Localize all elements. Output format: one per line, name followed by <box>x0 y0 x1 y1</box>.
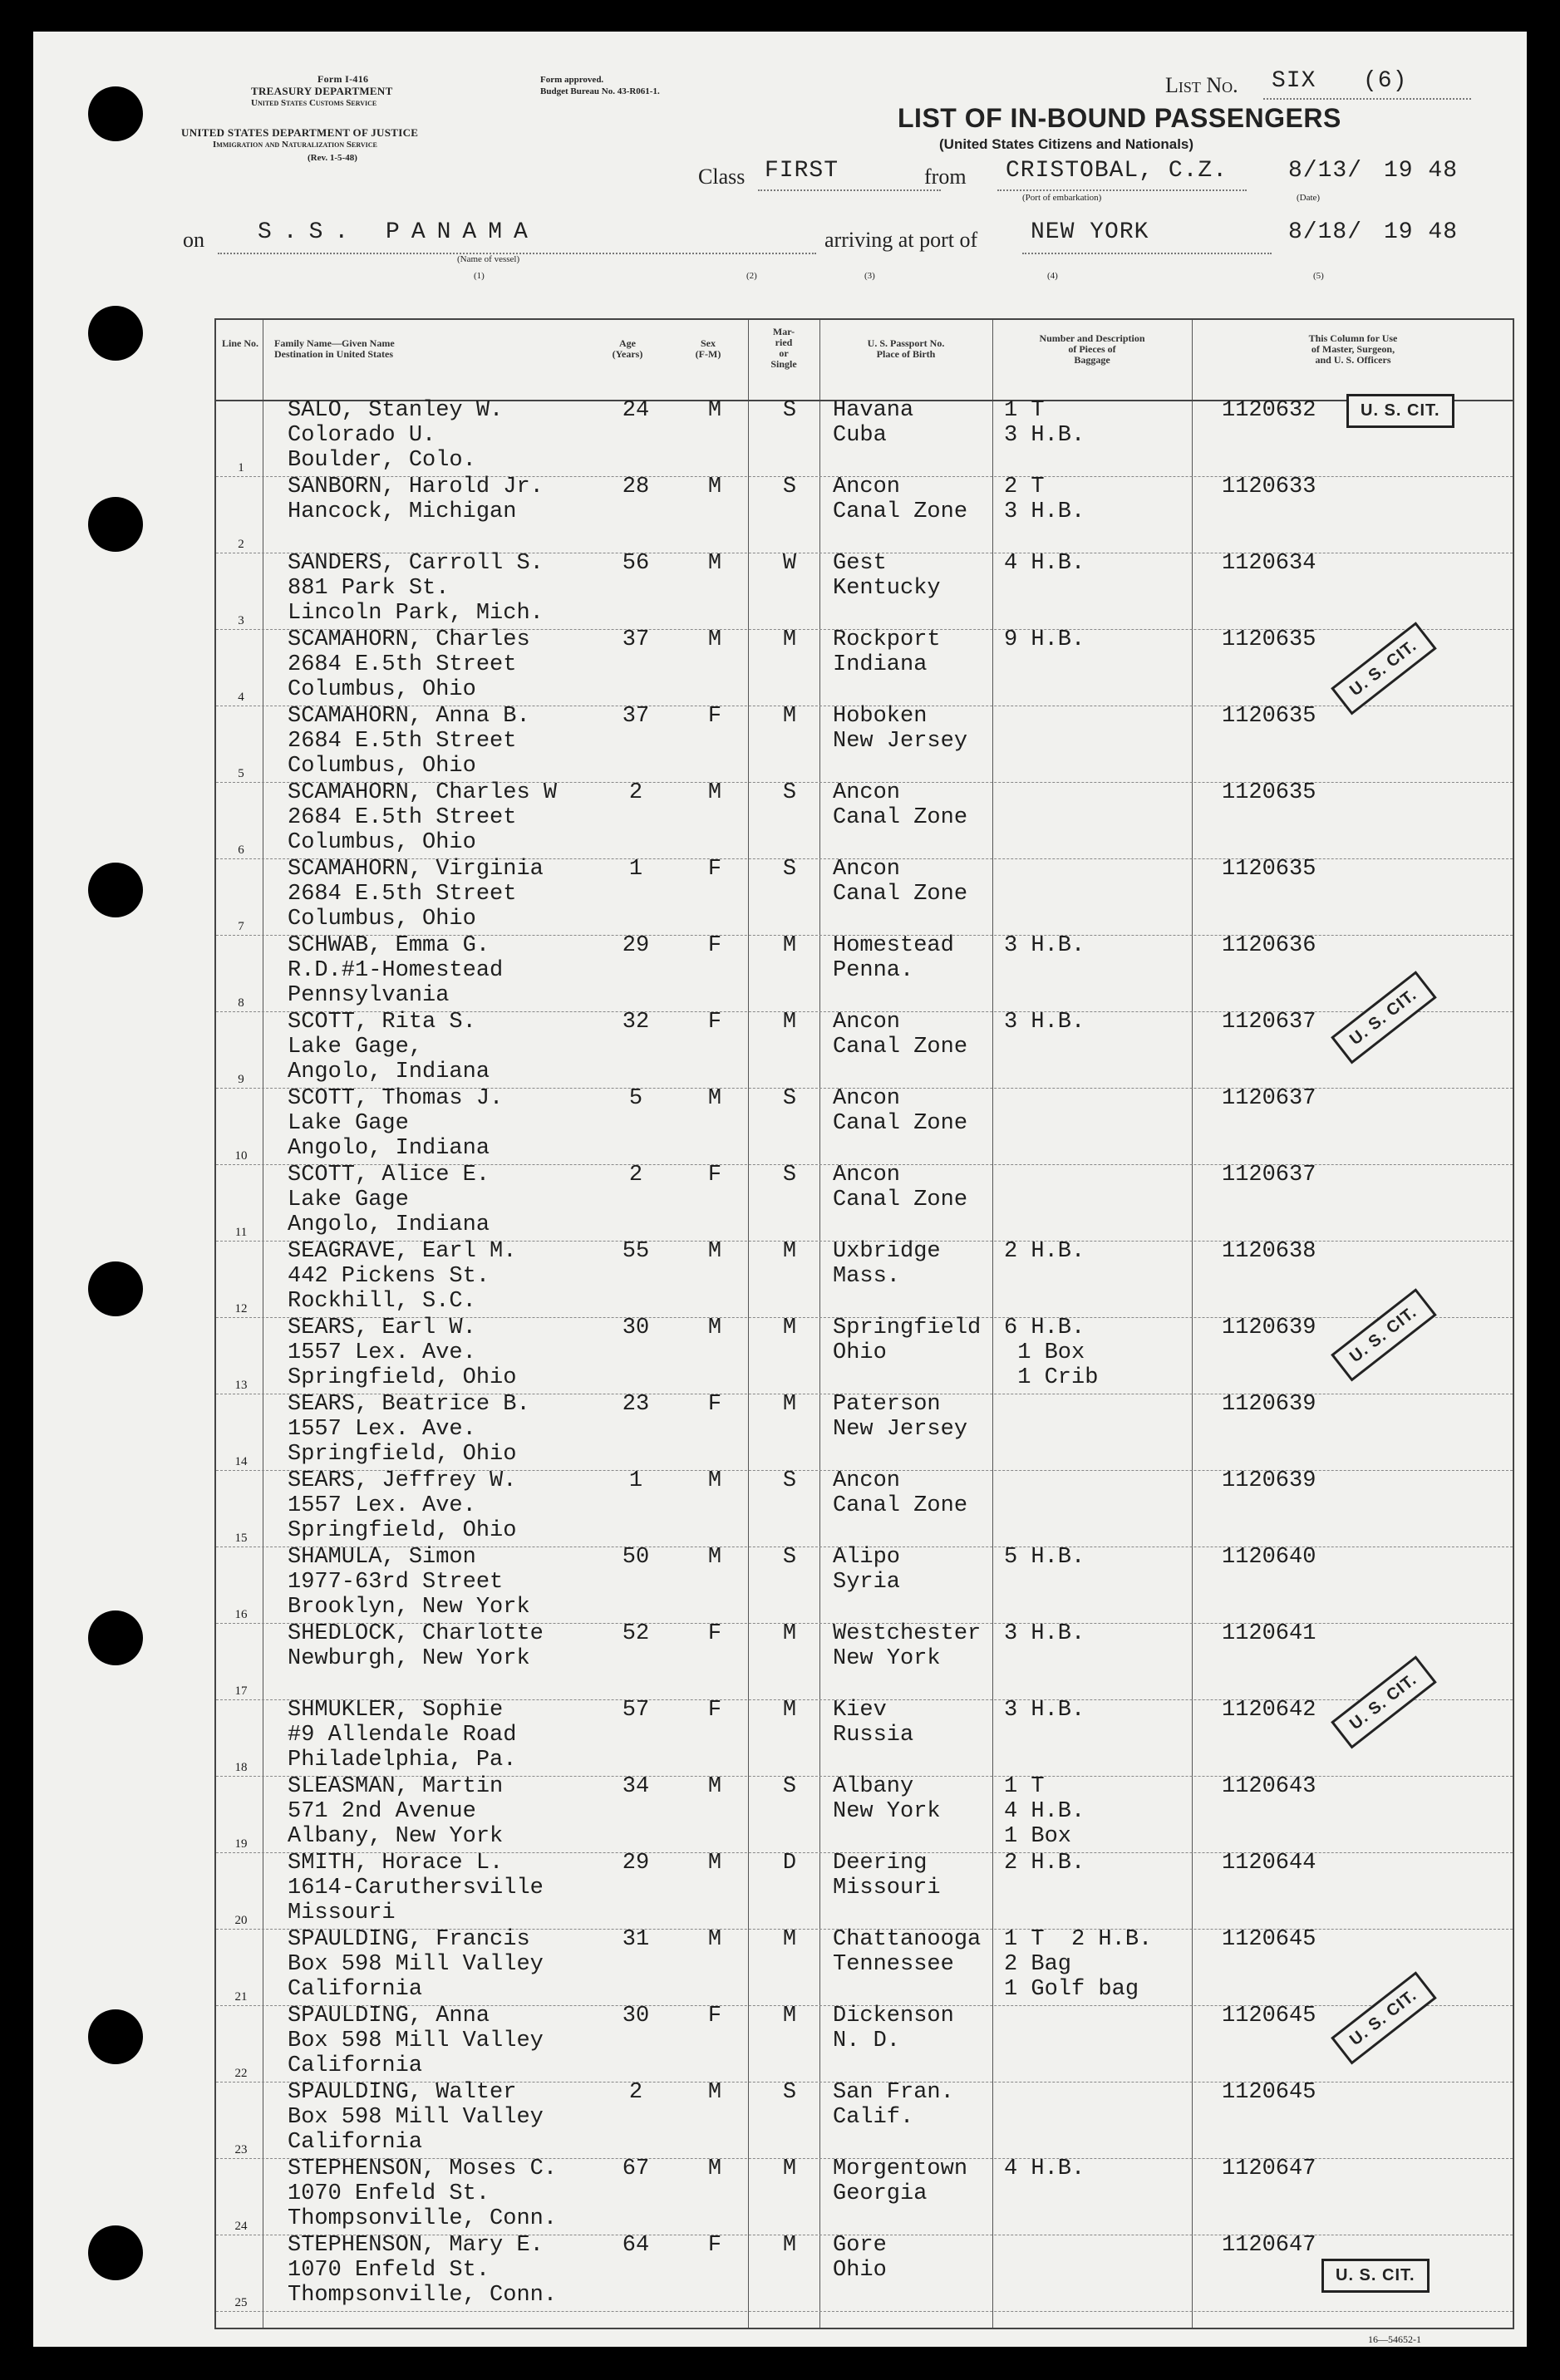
table-row <box>216 858 1513 936</box>
passenger-age: 30 <box>622 2004 650 2028</box>
marital-status: M <box>782 1927 797 1952</box>
header-line-no: Line No. <box>221 337 258 349</box>
place-of-birth: Westchester New York <box>833 1621 982 1671</box>
vessel-caption: (Name of vessel) <box>457 254 520 264</box>
header-remarks: This Column for Use of Master, Surgeon, and U. S. Officers <box>1308 332 1398 366</box>
marital-status: M <box>782 1010 797 1035</box>
line-number: 9 <box>238 1073 244 1086</box>
port-embarkation: CRISTOBAL, C.Z. <box>1006 158 1228 184</box>
marital-status: M <box>782 1621 797 1646</box>
list-no-paren: (6) <box>1363 68 1408 94</box>
arrival-year: 19 48 <box>1384 219 1459 245</box>
passenger-sex: M <box>707 1315 722 1340</box>
officer-number: 1120637 <box>1222 1163 1316 1188</box>
line-number: 23 <box>234 2143 248 2156</box>
passenger-age: 50 <box>622 1545 650 1570</box>
officer-number: 1120635 <box>1222 857 1316 882</box>
place-of-birth: Paterson New Jersey <box>833 1392 968 1442</box>
marital-status: D <box>782 1851 797 1876</box>
class-dots <box>758 189 941 191</box>
line-number: 20 <box>234 1914 248 1927</box>
customs-service: United States Customs Service <box>251 98 377 108</box>
line-number: 15 <box>234 1532 248 1545</box>
passenger-name: SCAMAHORN, Charles 2684 E.5th Street Columbus, Ohio <box>288 627 530 702</box>
marital-status: M <box>782 933 797 958</box>
passenger-name: SHAMULA, Simon 1977-63rd Street Brooklyn, New York <box>288 1545 530 1620</box>
marital-status: S <box>782 1163 797 1188</box>
baggage: 2 T 3 H.B. <box>1004 475 1085 524</box>
passenger-sex: M <box>707 551 722 576</box>
passenger-name: SCOTT, Alice E. Lake Gage Angolo, Indiana <box>288 1163 490 1237</box>
line-number: 18 <box>234 1761 248 1774</box>
passenger-name: SALO, Stanley W. Colorado U. Boulder, Colo. <box>288 398 504 473</box>
table-row <box>216 553 1513 630</box>
us-cit-stamp: U. S. CIT. <box>1331 971 1436 1064</box>
baggage: 3 H.B. <box>1004 1621 1085 1646</box>
marital-status: W <box>782 551 797 576</box>
passenger-sex: M <box>707 2080 722 2105</box>
justice-dept: UNITED STATES DEPARTMENT OF JUSTICE <box>181 126 419 139</box>
place-of-birth: Dickenson N. D. <box>833 2004 954 2053</box>
table-row <box>216 935 1513 1012</box>
passenger-sex: F <box>707 1621 722 1646</box>
place-of-birth: Ancon Canal Zone <box>833 1163 968 1212</box>
table-row <box>216 782 1513 859</box>
form-approved: Form approved. <box>540 75 604 85</box>
place-of-birth: Ancon Canal Zone <box>833 780 968 830</box>
place-of-birth: Ancon Canal Zone <box>833 1086 968 1136</box>
officer-number: 1120637 <box>1222 1086 1316 1111</box>
marital-status: S <box>782 857 797 882</box>
passenger-age: 5 <box>628 1086 643 1111</box>
header-married: Mar- ried or Single <box>770 326 797 370</box>
passenger-age: 67 <box>622 2156 650 2181</box>
passenger-sex: M <box>707 2156 722 2181</box>
passenger-sex: M <box>707 398 722 423</box>
us-cit-stamp: U. S. CIT. <box>1331 1655 1436 1748</box>
passenger-name: SCAMAHORN, Charles W 2684 E.5th Street Columbus, Ohio <box>288 780 558 855</box>
table-row <box>216 2005 1513 2082</box>
passenger-name: SEARS, Jeffrey W. 1557 Lex. Ave. Springfield, Ohio <box>288 1468 517 1543</box>
binder-hole <box>88 2009 143 2064</box>
vessel-name: S.S. PANAMA <box>258 219 539 245</box>
binder-hole <box>88 1261 143 1316</box>
place-of-birth: Springfield Ohio <box>833 1315 982 1365</box>
officer-number: 1120643 <box>1222 1774 1316 1799</box>
line-number: 3 <box>238 614 244 627</box>
table-row <box>216 1241 1513 1318</box>
marital-status: S <box>782 475 797 499</box>
passenger-age: 23 <box>622 1392 650 1417</box>
officer-number: 1120645 <box>1222 2080 1316 2105</box>
passenger-name: SEARS, Beatrice B. 1557 Lex. Ave. Springfield, Ohio <box>288 1392 530 1467</box>
officer-number: 1120639 <box>1222 1468 1316 1493</box>
table-row <box>216 1776 1513 1853</box>
page-title: LIST OF IN-BOUND PASSENGERS <box>898 103 1341 133</box>
table-row <box>216 1088 1513 1165</box>
marital-status: S <box>782 398 797 423</box>
marital-status: M <box>782 2004 797 2028</box>
baggage: 1 T 4 H.B. 1 Box <box>1004 1774 1085 1849</box>
binder-hole <box>88 497 143 552</box>
header-age: Age (Years) <box>612 337 643 360</box>
passenger-age: 64 <box>622 2233 650 2258</box>
baggage: 2 H.B. <box>1004 1239 1085 1264</box>
table-header <box>216 320 1513 401</box>
passenger-sex: M <box>707 475 722 499</box>
passenger-name: SEARS, Earl W. 1557 Lex. Ave. Springfield, Ohio <box>288 1315 517 1390</box>
passenger-name: SCAMAHORN, Virginia 2684 E.5th Street Columbus, Ohio <box>288 857 544 932</box>
passenger-name: SANBORN, Harold Jr. Hancock, Michigan <box>288 475 544 524</box>
passenger-sex: F <box>707 2004 722 2028</box>
passenger-sex: M <box>707 1927 722 1952</box>
passenger-sex: M <box>707 1851 722 1876</box>
from-label: from <box>924 165 967 189</box>
from-dots <box>997 189 1247 191</box>
place-of-birth: Kiev Russia <box>833 1698 914 1748</box>
revision: (Rev. 1-5-48) <box>308 153 357 163</box>
baggage: 4 H.B. <box>1004 2156 1085 2181</box>
binder-hole <box>88 2225 143 2280</box>
officer-number: 1120639 <box>1222 1392 1316 1417</box>
table-row <box>216 2082 1513 2159</box>
header-name: Family Name—Given Name Destination in United States <box>274 337 395 360</box>
place-of-birth: Morgentown Georgia <box>833 2156 968 2206</box>
col-num-1: (1) <box>474 271 485 281</box>
passenger-sex: M <box>707 1086 722 1111</box>
passenger-name: SCAMAHORN, Anna B. 2684 E.5th Street Columbus, Ohio <box>288 704 530 779</box>
table-row <box>216 1547 1513 1624</box>
table-row <box>216 1623 1513 1700</box>
marital-status: S <box>782 1545 797 1570</box>
ins-service: Immigration and Naturalization Service <box>213 140 377 150</box>
officer-number: 1120636 <box>1222 933 1316 958</box>
line-number: 16 <box>234 1608 248 1621</box>
passenger-name: SPAULDING, Walter Box 598 Mill Valley California <box>288 2080 544 2155</box>
us-cit-stamp: U. S. CIT. <box>1331 622 1436 715</box>
col-num-2: (2) <box>746 271 757 281</box>
line-number: 17 <box>234 1684 248 1698</box>
baggage: 9 H.B. <box>1004 627 1085 652</box>
binder-hole <box>88 86 143 141</box>
line-number: 6 <box>238 843 244 857</box>
table-row <box>216 2158 1513 2235</box>
passenger-age: 30 <box>622 1315 650 1340</box>
marital-status: S <box>782 2080 797 2105</box>
marital-status: S <box>782 1468 797 1493</box>
passenger-age: 1 <box>628 1468 643 1493</box>
passenger-age: 34 <box>622 1774 650 1799</box>
passenger-age: 2 <box>628 780 643 805</box>
passenger-sex: M <box>707 1239 722 1264</box>
passenger-sex: F <box>707 1698 722 1723</box>
marital-status: M <box>782 1392 797 1417</box>
passenger-name: SEAGRAVE, Earl M. 442 Pickens St. Rockhill, S.C. <box>288 1239 517 1314</box>
line-number: 13 <box>234 1379 248 1392</box>
class-value: FIRST <box>765 158 839 184</box>
passenger-age: 52 <box>622 1621 650 1646</box>
table-row <box>216 1470 1513 1547</box>
officer-number: 1120647 <box>1222 2156 1316 2181</box>
baggage: 3 H.B. <box>1004 1010 1085 1035</box>
us-cit-stamp: U. S. CIT. <box>1346 394 1454 428</box>
place-of-birth: Hoboken New Jersey <box>833 704 968 754</box>
place-of-birth: Deering Missouri <box>833 1851 941 1901</box>
passenger-name: SANDERS, Carroll S. 881 Park St. Lincoln Park, Mich. <box>288 551 544 626</box>
arrival-port: NEW YORK <box>1031 219 1149 245</box>
passenger-age: 57 <box>622 1698 650 1723</box>
us-cit-stamp: U. S. CIT. <box>1321 2259 1430 2293</box>
place-of-birth: Ancon Canal Zone <box>833 1010 968 1060</box>
passenger-age: 32 <box>622 1010 650 1035</box>
arrival-dots <box>1022 253 1272 254</box>
form-number: Form I-416 <box>317 73 369 85</box>
col-num-4: (4) <box>1047 271 1058 281</box>
officer-number: 1120635 <box>1222 627 1316 652</box>
arriving-label: arriving at port of <box>824 228 978 252</box>
passenger-sex: F <box>707 1010 722 1035</box>
passenger-table <box>214 318 1514 2329</box>
passenger-name: SCOTT, Thomas J. Lake Gage Angolo, Indiana <box>288 1086 504 1161</box>
line-number: 14 <box>234 1455 248 1468</box>
passenger-sex: M <box>707 780 722 805</box>
officer-number: 1120640 <box>1222 1545 1316 1570</box>
passenger-age: 37 <box>622 704 650 729</box>
officer-number: 1120635 <box>1222 704 1316 729</box>
line-number: 1 <box>238 461 244 475</box>
officer-number: 1120639 <box>1222 1315 1316 1340</box>
line-number: 8 <box>238 996 244 1010</box>
officer-number: 1120637 <box>1222 1010 1316 1035</box>
passenger-age: 55 <box>622 1239 650 1264</box>
binder-hole <box>88 306 143 361</box>
passenger-sex: F <box>707 2233 722 2258</box>
table-row <box>216 1394 1513 1471</box>
embark-date: 8/13/ <box>1288 158 1363 184</box>
place-of-birth: Alipo Syria <box>833 1545 901 1595</box>
marital-status: M <box>782 2233 797 2258</box>
passenger-age: 28 <box>622 475 650 499</box>
passenger-age: 24 <box>622 398 650 423</box>
place-of-birth: Homestead Penna. <box>833 933 954 983</box>
passenger-sex: F <box>707 704 722 729</box>
passenger-name: STEPHENSON, Moses C. 1070 Enfeld St. Thompsonville, Conn. <box>288 2156 558 2231</box>
officer-number: 1120642 <box>1222 1698 1316 1723</box>
passenger-name: SHMUKLER, Sophie #9 Allendale Road Philadelphia, Pa. <box>288 1698 517 1773</box>
passenger-name: SCOTT, Rita S. Lake Gage, Angolo, Indiana <box>288 1010 490 1084</box>
passenger-name: SMITH, Horace L. 1614-Caruthersville Missouri <box>288 1851 544 1925</box>
marital-status: M <box>782 1698 797 1723</box>
passenger-name: SHEDLOCK, Charlotte Newburgh, New York <box>288 1621 544 1671</box>
marital-status: M <box>782 1315 797 1340</box>
baggage: 5 H.B. <box>1004 1545 1085 1570</box>
embark-year: 19 48 <box>1384 158 1459 184</box>
passenger-name: SPAULDING, Anna Box 598 Mill Valley California <box>288 2004 544 2078</box>
place-of-birth: Ancon Canal Zone <box>833 475 968 524</box>
place-of-birth: Ancon Canal Zone <box>833 857 968 907</box>
passenger-name: SCHWAB, Emma G. R.D.#1-Homestead Pennsylvania <box>288 933 504 1008</box>
officer-number: 1120638 <box>1222 1239 1316 1264</box>
passenger-sex: F <box>707 933 722 958</box>
table-row <box>216 629 1513 706</box>
table-row <box>216 2235 1513 2312</box>
place-of-birth: San Fran. Calif. <box>833 2080 954 2130</box>
col-num-3: (3) <box>864 271 875 281</box>
place-of-birth: Chattanooga Tennessee <box>833 1927 982 1977</box>
marital-status: S <box>782 1086 797 1111</box>
line-number: 10 <box>234 1149 248 1163</box>
arrival-date: 8/18/ <box>1288 219 1363 245</box>
us-cit-stamp: U. S. CIT. <box>1331 1288 1436 1381</box>
passenger-age: 56 <box>622 551 650 576</box>
port-embarkation-caption: (Port of embarkation) <box>1022 193 1102 203</box>
header-sex: Sex (F-M) <box>695 337 721 360</box>
officer-number: 1120641 <box>1222 1621 1316 1646</box>
marital-status: M <box>782 704 797 729</box>
officer-number: 1120645 <box>1222 2004 1316 2028</box>
list-no-label: List No. <box>1165 73 1238 97</box>
passenger-age: 31 <box>622 1927 650 1952</box>
passenger-name: SLEASMAN, Martin 571 2nd Avenue Albany, New York <box>288 1774 504 1849</box>
line-number: 12 <box>234 1302 248 1315</box>
baggage: 1 T 3 H.B. <box>1004 398 1085 448</box>
baggage: 2 H.B. <box>1004 1851 1085 1876</box>
table-row <box>216 1852 1513 1930</box>
line-number: 25 <box>234 2296 248 2309</box>
place-of-birth: Rockport Indiana <box>833 627 941 677</box>
baggage: 3 H.B. <box>1004 1698 1085 1723</box>
passenger-sex: M <box>707 627 722 652</box>
line-number: 21 <box>234 1990 248 2004</box>
class-label: Class <box>698 165 746 189</box>
marital-status: M <box>782 627 797 652</box>
place-of-birth: Albany New York <box>833 1774 941 1824</box>
officer-number: 1120634 <box>1222 551 1316 576</box>
passenger-sex: M <box>707 1545 722 1570</box>
line-number: 5 <box>238 767 244 780</box>
header-passport: U. S. Passport No. Place of Birth <box>867 337 945 360</box>
table-row <box>216 476 1513 553</box>
officer-number: 1120635 <box>1222 780 1316 805</box>
passenger-age: 2 <box>628 2080 643 2105</box>
place-of-birth: Havana Cuba <box>833 398 914 448</box>
place-of-birth: Gest Kentucky <box>833 551 941 601</box>
passenger-name: SPAULDING, Francis Box 598 Mill Valley California <box>288 1927 544 2002</box>
marital-status: S <box>782 780 797 805</box>
col-num-5: (5) <box>1313 271 1324 281</box>
line-number: 2 <box>238 538 244 551</box>
table-row <box>216 706 1513 783</box>
baggage: 1 T 2 H.B. 2 Bag 1 Golf bag <box>1004 1927 1153 2002</box>
treasury-dept: TREASURY DEPARTMENT <box>251 85 393 97</box>
document-page <box>33 32 1527 2347</box>
passenger-age: 2 <box>628 1163 643 1188</box>
table-row <box>216 1164 1513 1242</box>
passenger-sex: F <box>707 1163 722 1188</box>
line-number: 24 <box>234 2220 248 2233</box>
officer-number: 1120632 <box>1222 398 1316 423</box>
date-caption: (Date) <box>1297 193 1321 203</box>
binder-hole <box>88 1610 143 1665</box>
binder-hole <box>88 863 143 917</box>
marital-status: M <box>782 2156 797 2181</box>
on-label: on <box>183 228 204 252</box>
line-number: 19 <box>234 1837 248 1851</box>
table-row <box>216 1317 1513 1394</box>
passenger-age: 1 <box>628 857 643 882</box>
place-of-birth: Gore Ohio <box>833 2233 887 2283</box>
table-row <box>216 1929 1513 2006</box>
line-number: 4 <box>238 691 244 704</box>
passenger-sex: F <box>707 1392 722 1417</box>
list-no-dots <box>1263 98 1471 100</box>
officer-number: 1120647 <box>1222 2233 1316 2258</box>
passenger-age: 29 <box>622 933 650 958</box>
us-cit-stamp: U. S. CIT. <box>1331 1971 1436 2064</box>
table-row <box>216 400 1513 477</box>
baggage: 3 H.B. <box>1004 933 1085 958</box>
passenger-sex: M <box>707 1774 722 1799</box>
table-row <box>216 1011 1513 1089</box>
budget-bureau: Budget Bureau No. 43-R061-1. <box>540 86 660 96</box>
marital-status: S <box>782 1774 797 1799</box>
line-number: 7 <box>238 920 244 933</box>
footer-code: 16—54652-1 <box>1368 2333 1421 2345</box>
place-of-birth: Ancon Canal Zone <box>833 1468 968 1518</box>
officer-number: 1120645 <box>1222 1927 1316 1952</box>
baggage: 6 H.B. 1 Box 1 Crib <box>1004 1315 1099 1390</box>
passenger-sex: F <box>707 857 722 882</box>
passenger-age: 29 <box>622 1851 650 1876</box>
passenger-sex: M <box>707 1468 722 1493</box>
marital-status: M <box>782 1239 797 1264</box>
list-no-value: SIX <box>1272 68 1316 94</box>
officer-number: 1120644 <box>1222 1851 1316 1876</box>
baggage: 4 H.B. <box>1004 551 1085 576</box>
line-number: 11 <box>234 1226 248 1239</box>
officer-number: 1120633 <box>1222 475 1316 499</box>
header-baggage: Number and Description of Pieces of Baggage <box>1039 332 1145 366</box>
line-number: 22 <box>234 2067 248 2080</box>
place-of-birth: Uxbridge Mass. <box>833 1239 941 1289</box>
table-row <box>216 1699 1513 1777</box>
passenger-name: STEPHENSON, Mary E. 1070 Enfeld St. Thompsonville, Conn. <box>288 2233 558 2308</box>
page-subtitle: (United States Citizens and Nationals) <box>939 136 1194 152</box>
passenger-age: 37 <box>622 627 650 652</box>
